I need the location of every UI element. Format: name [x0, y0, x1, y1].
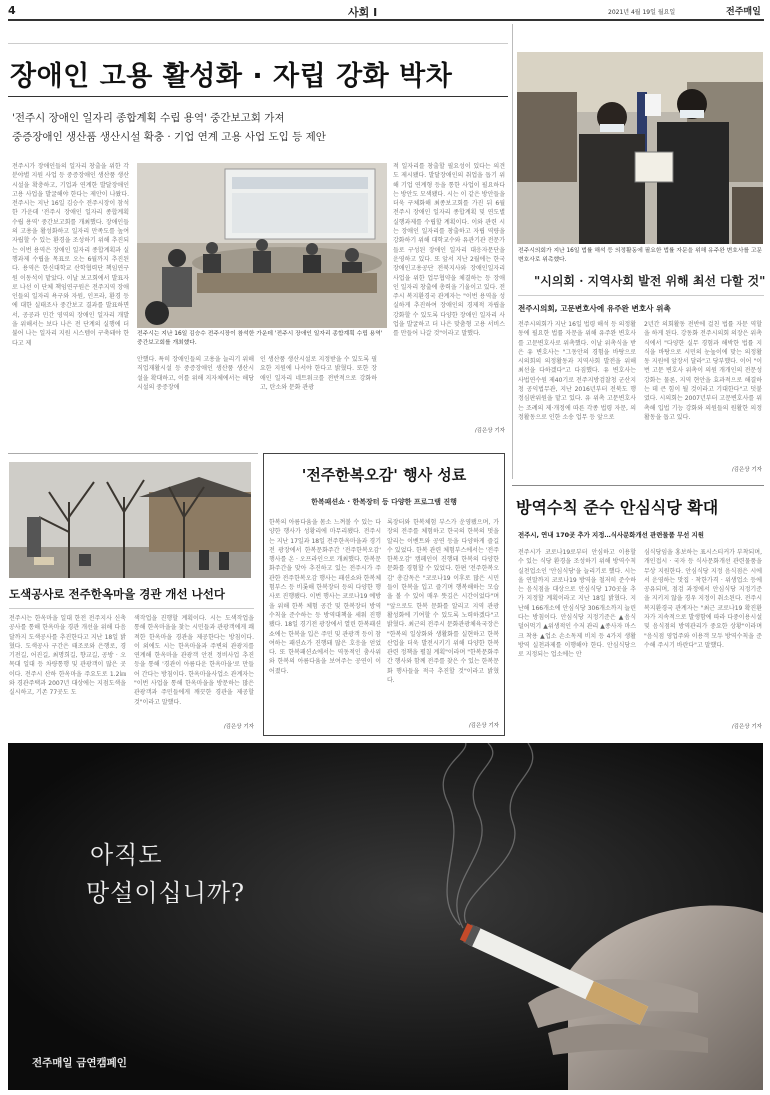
subheadline: '전주시 장애인 일자리 종합계획 수립 용역' 중간보고회 가져	[12, 112, 285, 124]
article-column: 한복의 아름다움을 몸소 느껴볼 수 있는 다양한 행사가 성황리에 마무리됐다. 전주시는 지난 17일과 18일 전주한옥마을과 경기전 광장에서 한복문화주간 '전주한복오감' 행사를 온 · 오프라인으로 개최했다. 한복문화주간을 맞아 추진하고 있는 전주시가 주관한 전주한복오감 행사는 패션쇼와 한복체험부스 등 비롯해 한복장터 등의 다양한 행사로 진행됐다. 이번 행사는 코로나19 예방을 위해 한복 체험 공간 및 한복장터 방역 수칙을 준수하는 등 방역대책을 세워 진행됐다. 18일 경기전 광장에서 열린 한복패션쇼에는 한복을 입은 주민 및 관광객 등이 참여하는 패션쇼가 진행돼 많은 호응을 얻었다. 또 한복패션쇼에서는 역동적인 춤사위와 한복의 아름다움을 보여주는 공연이 이어졌다.	[269, 519, 381, 675]
hanok-painting-photo	[9, 462, 251, 578]
headline-hanok: 도색공사로 전주한옥마을 경관 개선 나선다	[9, 587, 225, 601]
column-divider	[512, 24, 513, 479]
subheadline: 전주시의회, 고문변호사에 유주완 변호사 위촉	[518, 304, 671, 313]
section-title: 사회 Ⅰ	[348, 6, 378, 19]
article-column: 전주시가 코로나19로부터 안심하고 이용할 수 있는 식당 환경을 조성하기 위해 방역수칙 실천업소인 '안심식당'을 늘리기로 했다. 시는 올 연말까지 코로나19 방역을 철저히 준수하는 음식점을 대상으로 안심식당 170곳을 추가 지정할 계획이라고 지난 18일 밝혔다. 지난해 166개소에 안심식당 306개소까지 늘린다는 방침이다. 안심식당 지정기준은 ▲음식 덜어먹기 ▲위생적인 수저 관리 ▲종사자 마스크 착용 ▲업소 손소독제 비치 등 4가지 생활방역 실천과제를 이행해야 한다. 안심식당으로 지정되는 업소에는 안	[518, 549, 636, 659]
article-column: 안했다. 특히 장애인들의 고용을 늘리기 위해 직업재활시설 등 중증장애인 생산품 생산시설을 확대하고, 이를 위해 지자체에서는 해당 시설의 중증장애	[137, 356, 254, 391]
article-column: 2년간 의회활동 전반에 걸친 법률 자문 역할을 하게 된다. 강동화 전주시의회 의장은 위촉식에서 "다양한 실무 경험과 해박한 법률 지식을 바탕으로 시민의 눈높이에 맞는 의정활동 지원에 앞장서 달라"고 당부했다. 이어 "이번 고문 변호사 위촉이 의원 개개인의 전문성 강화는 물론, 지역 현안을 효과적으로 해결하는 데 큰 힘이 될 것이라고 기대한다"고 덧붙였다. 시의회는 2007년부터 고문변호사를 위촉해 입법 기능 강화와 의원들의 원활한 의정활동을 돕고 있다.	[644, 321, 762, 421]
article-column: 색작업을 진행할 계획이다. 시는 도색작업을 통해 한옥마을을 찾는 시민들과 관광객에게 쾌적한 한옥마을 경관을 제공한다는 방침이다. 이 외에도 시는 한옥마을과 주변의 관광지를 연계해 한옥마을 관광객 안전 정비사업 추진 등을 통해 '경관이 아름다운 한옥마을'로 만들어 간다는 방침이다. 한옥마을사업소 관계자는 "이번 사업을 통해 한옥마을을 방문하는 많은 관광객과 주민들에게 깨끗한 경관을 제공할 것"이라고 말했다.	[134, 615, 254, 706]
page-number: 4	[8, 4, 16, 17]
headline-safe-restaurant: 방역수칙 준수 안심식당 확대	[516, 498, 719, 517]
article-column: 록장터와 한복체험 부스가 운영됐으며, 가장의 전주를 체험하고 한국의 한복의 멋을 알리는 이벤트와 공연 등을 다양하게 즐길 수 있었다. 한복 관련 체험부스에서는 '전주 한복오감' 캠페인이 진행돼 한복의 다양한 문화를 경험할 수 있었다. 한편 '전주한복오감' 총감독은 "코로나19 이후로 많은 시민들이 한복을 입고 즐기며 행복해하는 모습을 볼 수 있어 매우 뜻깊은 시간이었다"며 "앞으로도 한복 문화를 알리고 지역 관광 활성화에 기여할 수 있도록 노력하겠다"고 밝혔다. 최근의 전주시 문화관광체육국장은 "한복의 일상화와 생활화를 실현하고 한복산업을 더욱 발전시키기 위해 다양한 한복 관련 정책을 펼칠 계획"이라며 "한복문화주간 행사와 함께 전주를 찾은 수 있는 한복문화 행사들을 적극 추진할 것"이라고 밝혔다.	[387, 519, 499, 685]
article-column: 전주시의회가 지난 16일 법령 해석 등 의정활동에 필요한 법률 자문을 위해 유주완 변호사를 고문변호사로 위촉했다. 이날 위촉식을 받은 유 변호사는 "그동안의 경험을 바탕으로 시의회의 의정활동과 지역사회 발전을 위해 최선을 다하겠다"고 다짐했다. 유 변호사는 사법연수원 제40기로 전주지방검찰청 군산지청 공익법무관, 지난 2016년부터 전북도 행정심판위원을 맡고 있다. 유 위촉 고문변호사는 조례의 제·개정에 따른 각종 법령 자문, 의정활동으로 인한 소송 업무 등 앞으로	[518, 321, 636, 421]
headline-hanbok: '전주한복오감' 행사 성료	[301, 466, 467, 484]
page-header	[8, 2, 764, 20]
subheadline: 전주시, 연내 170곳 추가 지정…식사문화개선 관련물품 무선 지원	[518, 531, 704, 539]
divider	[8, 96, 508, 97]
photo-caption: 전주시는 지난 16일 김승수 전주시장이 참석한 가운데 '전주시 장애인 일자리 종합계획 수립 용역' 중간보고회를 개최했다.	[137, 331, 383, 346]
no-smoking-ad	[8, 743, 763, 1090]
ad-copy-line2: 망설이십니까?	[86, 879, 245, 907]
meeting-photo	[137, 163, 387, 328]
divider	[8, 43, 508, 44]
byline: /김은상 기자	[223, 724, 254, 730]
byline: /김은상 기자	[731, 467, 762, 473]
article-column: 적 일자리를 창출할 필요성이 있다는 의견도 제시됐다. 발달장애인의 취업을 돕기 위해 기업 연계형 등을 통한 사업이 필요하다는 방안도 모색됐다. 시는 이 같은 방안들을 더욱 구체화해 최종보고회를 가진 뒤 6월 전주시 장애인 일자리 종합계획 및 연도별 실행과제를 수립할 계획이다. 이와 관련 시는 장애인 일자리를 창출하고 자립 역량을 강화하기 위해 대학교수와 유관기관 전문가들로 구성된 장애인 일자리 대응자문단을 운영하고 있다. 또 앞서 지난 2월에는 한국장애인고용공단 전북지사와 장애인일자리사업을 위한 업무협약을 체결하는 등 장애인 일자리 창출에 총력을 기울이고 있다. 전주시 복지환경국 관계자는 "이번 용역을 성실하게 추진하여 장애인의 경제적 자립을 강화할 수 있도록 다양한 장애인 일자리 사업을 발굴하고 더 나은 맞춤형 고용 서비스를 만들어 나갈 것"이라고 말했다.	[393, 163, 505, 338]
issue-date: 2021년 4월 19일 월요일	[608, 9, 676, 16]
header-rule	[8, 19, 764, 21]
byline: /김은상 기자	[474, 428, 505, 434]
article-column: 인 생산품 생산시설로 지정받을 수 있도록 필요한 지원에 나서야 한다고 밝혔다. 또한 장애인 일자리 네트워크를 전반적으로 강화하고, 탄소와 문화 관광	[260, 356, 377, 391]
quote-headline: "시의회 · 지역사회 발전 위해 최선 다할 것"	[534, 274, 766, 288]
divider	[8, 453, 258, 454]
lawyer-appointment-photo	[517, 52, 763, 244]
article-column: 전주시는 한옥마을 일대 한전 전주지사 신축공사를 통해 한옥마을 경관 개선을 위해 다음 달까지 도색공사를 추진한다고 지난 18일 밝혔다. 도색공사 구간은 태조로와 은행로, 경기전길, 어진길, 최명희길, 향교길, 공방 · 오목대 일대 등 차량통행 및 관광객이 많은 곳이다. 전주시 산하 한옥마을 주요도로 1.2㎞와 경관주택과 2007년 대상에는 지점도색을 실시하고, 기존 77곳도 도	[9, 615, 126, 697]
article-column: 심식당임을 홍보하는 표시스티커가 부착되며, 개인접시 · 국자 등 식사문화개선 관련물품을 무상 지원한다. 안심식당 지정 음식점은 시에서 운영하는 맛집 · 착한가격 · 위생업소 등에 공유되며, 점검 과정에서 안심식당 지정기준을 지키지 않을 경우 지정이 취소된다. 전주시 복지환경국 관계자는 "최근 코로나19 확진환자가 지속적으로 발생함에 따라 다중이용시설 및 음식점의 방역관리가 중요한 상황"이라며 "음식점 영업주와 이용객 모두 방역수칙을 준수해 주시기 바란다"고 말했다.	[644, 549, 762, 649]
divider	[512, 485, 764, 486]
photo-caption: 전주시의회가 지난 16일 법률 해석 등 의정활동에 필요한 법률 자문을 위해 유주완 변호사를 고문변호사로 위촉했다.	[518, 248, 763, 263]
headline-disability-employment: 장애인 고용 활성화 · 자립 강화 박차	[10, 61, 453, 92]
paper-name: 전주매일	[726, 7, 761, 17]
byline: /김은상 기자	[468, 723, 499, 729]
article-column: 전주시가 장애인들의 일자리 창출을 위한 각 분야별 지원 사업 등 중증장애인 생산품 생산시설을 확충하고, 기업과 연계한 발달장애인 고용 사업을 발굴해야 한다는 제안이 나왔다. 전주시는 지난 16일 김승수 전주시장이 참석한 가운데 '전주시 장애인 일자리 종합계획 수립 용역' 중간보고회를 개최했다. 장애인들의 고용을 활성화하고 일자리 만족도를 높여 자립할 수 있는 환경을 조성하기 위해 추진되는 이번 용역은 장애인 일자리 종합계획과 실행과제 수립을 목표로 오는 6월까지 추진된다. 용역은 한신대학교 산학협력단 책임연구원 이동석이 맡았다. 이날 보고회에서 발표자로 나선 이 단체 책임연구원은 전주지역 장애인들의 일자리 욕구와 자원, 인프라, 환경 등에 대한 실태조사 중간보고 결과를 발표하면서, 공공과 민간 영역의 장애인 일자리 개발을 위해서는 보다 나은 전 단계의 실행에 더불어 나는 일자리 지원 시스템이 구축돼야 한다고 제	[12, 163, 129, 347]
ad-campaign-label: 전주매일 금연캠페인	[32, 1057, 127, 1069]
subheadline: 한복패션쇼 · 한복장터 등 다양한 프로그램 진행	[311, 498, 457, 506]
ad-copy-line1: 아직도	[90, 841, 163, 869]
byline: /김은상 기자	[731, 724, 762, 730]
subheadline: 중증장애인 생산품 생산시설 확충 · 기업 연계 고용 사업 도입 등 제안	[12, 131, 326, 143]
divider	[518, 295, 764, 296]
divider	[9, 608, 254, 609]
